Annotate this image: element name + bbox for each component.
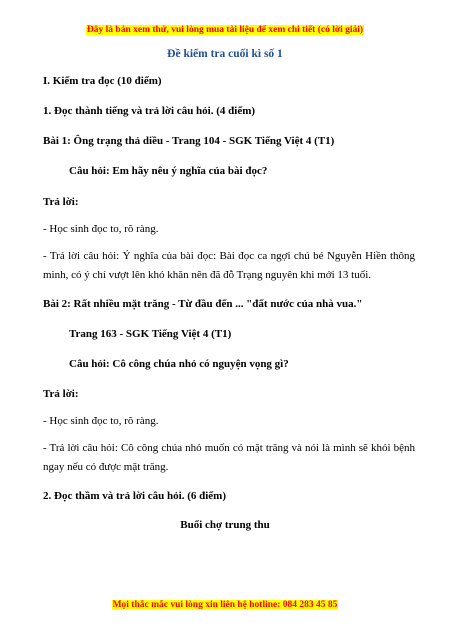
exercise-1-question: Câu hỏi: Em hãy nêu ý nghĩa của bài đọc? [69, 165, 268, 177]
section-heading-reading: I. Kiểm tra đọc (10 điểm) [43, 75, 162, 87]
hotline-text: Mọi thắc mắc vui lòng xin liên hệ hotline: 084 283 45 85 [112, 600, 338, 610]
part-heading-silent-reading: 2. Đọc thầm và trả lời câu hỏi. (6 điểm) [43, 490, 226, 502]
exercise-2-answer-label: Trả lời: [43, 388, 79, 400]
exercise-2-page-reference: Trang 163 - SGK Tiếng Việt 4 (T1) [69, 328, 232, 340]
reading-passage-title: Buổi chợ trung thu [180, 519, 270, 531]
preview-notice-text: Đây là bản xem thử, vui lòng mua tài liệu để xem chi tiết (có lời giải) [86, 25, 364, 35]
hotline-footer [0, 599, 450, 611]
exercise-1-answer-line-2: - Trả lời câu hỏi: Ý nghĩa của bài đọc: Bài đọc ca ngợi chú bé Nguyễn Hiền thông minh, có ý chí vượt lên khó khăn nên đã đỗ Trạng nguyên khi mới 13 tuổi. [43, 250, 415, 281]
exercise-2-answer-line-1: - Học sinh đọc to, rõ ràng. [43, 415, 159, 427]
exercise-1-heading: Bài 1: Ông trạng thả diều - Trang 104 - SGK Tiếng Việt 4 (T1) [43, 135, 335, 147]
exercise-1-answer-label: Trả lời: [43, 196, 79, 208]
exercise-2-question: Câu hỏi: Cô công chúa nhỏ có nguyện vọng gì? [69, 358, 289, 370]
page-title: Đề kiểm tra cuối kì số 1 [167, 48, 283, 60]
exercise-2-heading: Bài 2: Rất nhiều mặt trăng - Từ đầu đến ... "đất nước của nhà vua." [43, 298, 363, 310]
part-heading-read-aloud: 1. Đọc thành tiếng và trả lời câu hỏi. (4 điểm) [43, 105, 256, 117]
exercise-1-answer-line-1: - Học sinh đọc to, rõ ràng. [43, 223, 159, 235]
exercise-2-answer-line-2: - Trả lời câu hỏi: Cô công chúa nhỏ muốn có mặt trăng và nói là mình sẽ khỏi bệnh ngay nếu có được mặt trăng. [43, 442, 415, 473]
preview-notice-banner [0, 24, 450, 36]
